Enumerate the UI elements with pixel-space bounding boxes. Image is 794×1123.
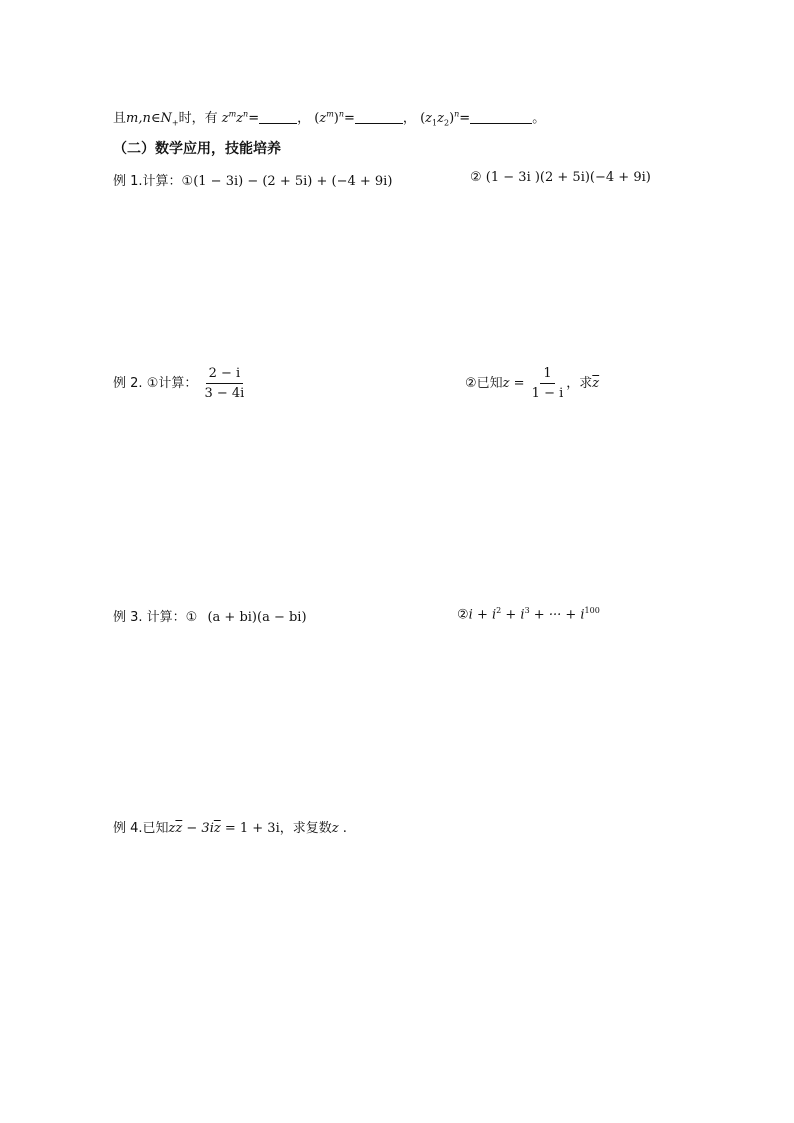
ex2-circ1: ①计算：	[146, 376, 198, 391]
ex1-circ2: ②	[470, 170, 482, 185]
example-3-right	[457, 606, 600, 622]
line1-open-a: (	[314, 111, 320, 126]
power-rules-line	[113, 107, 545, 128]
ex2-num2: 1	[540, 366, 554, 384]
ex2-den2: 1 − i	[531, 386, 564, 401]
ex3-expr2-a: i + i	[468, 607, 497, 623]
section-title: （二）数学应用，技能培养	[113, 141, 281, 157]
line1-z-c: z	[319, 111, 327, 126]
example-2-left	[113, 366, 247, 401]
ex3-circ2: ②	[457, 607, 469, 623]
line1-z-b: z	[236, 111, 244, 126]
ex4-label: 例 4.已知	[113, 821, 169, 836]
example-1-right	[470, 170, 651, 185]
line1-n-c: n	[454, 109, 460, 119]
line1-in: ∈	[150, 111, 161, 126]
blank-2[interactable]	[355, 111, 403, 124]
ex2-den1: 3 − 4i	[204, 386, 245, 401]
example-1-left	[113, 170, 392, 189]
ex3-label: 例 3. 计算：	[113, 610, 186, 625]
line1-open-b: (	[420, 111, 426, 126]
ex3-circ1: ①	[185, 610, 198, 625]
line1-mn: m,n	[126, 111, 151, 126]
ex3-expr2-b: + i	[501, 607, 525, 623]
ex3-sup2: 2	[496, 606, 502, 615]
ex1-expr1: (1 − 3i) − (2 + 5i) + (−4 + 9i)	[193, 174, 393, 189]
line1-z1: z	[425, 111, 433, 126]
ex2-fraction-1	[201, 366, 247, 401]
line1-eq-c: =	[459, 111, 471, 126]
ex1-expr2: (1 − 3i )(2 + 5i)(−4 + 9i)	[485, 170, 651, 185]
blank-3[interactable]	[470, 111, 532, 124]
line1-m-b: m	[326, 109, 334, 119]
ex2-fraction-2	[529, 366, 567, 401]
ex1-circ1: ①	[181, 174, 194, 189]
line1-comma-b: ，	[402, 111, 416, 126]
ex4-z: z	[168, 821, 176, 836]
line1-eq-a: =	[248, 111, 260, 126]
ex3-sup100: 100	[584, 606, 600, 615]
ex3-expr2-c: + ··· + i	[529, 607, 585, 623]
ex4-zbar: $\overline{z}$	[175, 821, 183, 836]
ex4-minus: − 3i	[182, 821, 214, 836]
ex2-zbar: $\overline{z}$	[592, 376, 600, 391]
ex3-sup3: 3	[524, 606, 530, 615]
line1-comma-a: ，	[297, 111, 311, 126]
ex2-label: 例 2.	[113, 376, 143, 391]
line1-z2: z	[437, 111, 444, 126]
line1-prefix: 且	[113, 111, 127, 126]
ex3-expr1: (a + bi)(a − bi)	[207, 610, 307, 625]
line1-m-a: m	[228, 109, 237, 119]
line1-n-b: n	[338, 109, 345, 119]
line1-N-sub: +	[171, 118, 179, 128]
example-2-right	[465, 366, 599, 401]
line1-n-a: n	[243, 109, 249, 119]
line1-close-b: )	[449, 111, 455, 126]
line1-z-a: z	[221, 111, 229, 126]
blank-1[interactable]	[259, 111, 297, 124]
ex2-z-eq: z =	[502, 376, 525, 391]
ex2-tail: ，求	[566, 376, 593, 391]
ex2-circ2: ②已知	[465, 376, 503, 391]
example-4	[113, 817, 347, 836]
line1-sub1: 1	[432, 118, 438, 128]
line1-sub2: 2	[443, 118, 450, 128]
line1-close-a: )	[333, 111, 339, 126]
ex4-zbar2: $\overline{z}$	[213, 821, 221, 836]
ex4-rhs: = 1 + 3i	[220, 821, 280, 836]
ex4-dot: .	[338, 821, 347, 836]
example-3-left	[113, 606, 307, 625]
ex2-num1: 2 − i	[206, 366, 244, 384]
ex4-z-end: z	[331, 821, 339, 836]
line1-N: N	[160, 111, 172, 126]
line1-end: 。	[532, 111, 546, 126]
line1-time: 时，有	[178, 111, 218, 126]
line1-eq-b: =	[344, 111, 355, 126]
ex1-label: 例 1.计算：	[113, 174, 182, 189]
ex4-tail: ，求复数	[279, 821, 332, 836]
